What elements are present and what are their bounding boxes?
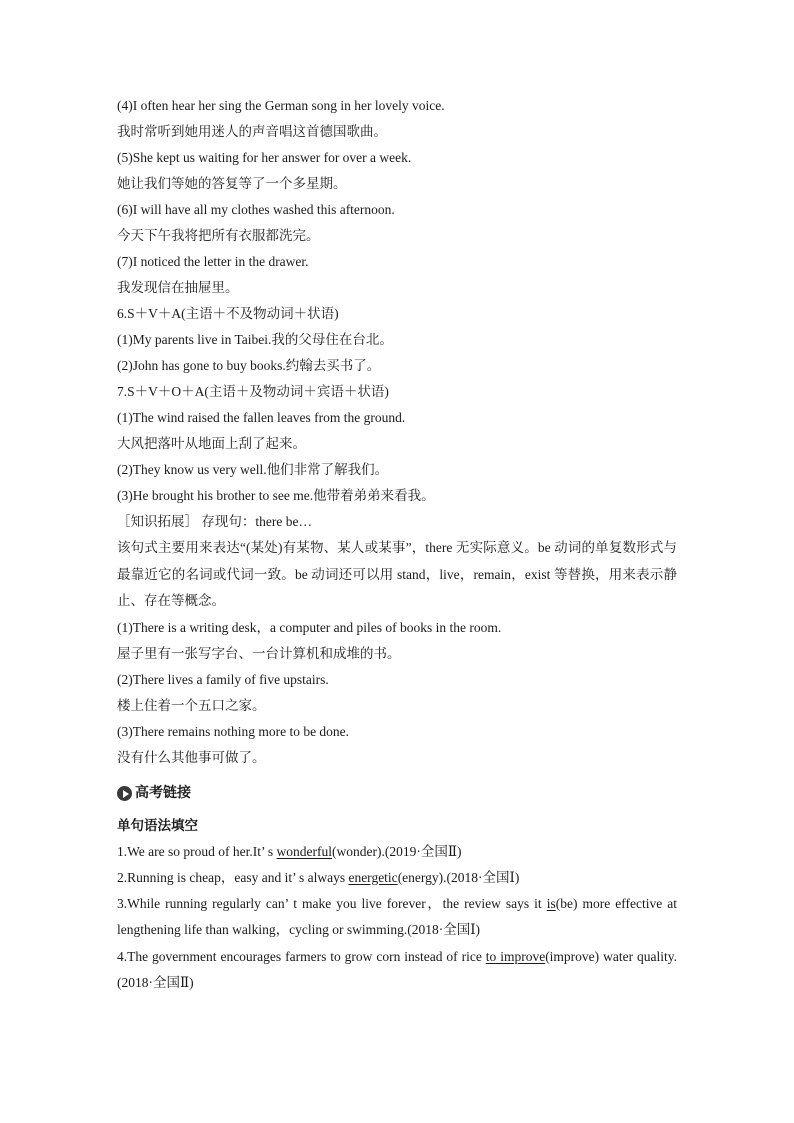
content-area [117, 93, 677, 997]
play-circle-icon [117, 786, 132, 801]
text-line: (7)I noticed the letter in the drawer. [117, 254, 309, 269]
pattern-heading: 6.S＋V＋A(主语＋不及物动词＋状语) [117, 306, 339, 321]
text-line: (6)I will have all my clothes washed this afternoon. [117, 202, 395, 217]
exercise-item: 3.While running regularly can’ t make you live forever，the review says it is(be) more effective at lengthening life than walking，cycling or swimming.(2018·全国Ⅰ) [117, 895, 677, 937]
pattern-heading: 7.S＋V＋O＋A(主语＋及物动词＋宾语＋状语) [117, 384, 389, 399]
text-line: 楼上住着一个五口之家。 [117, 697, 266, 713]
text-line: (2)There lives a family of five upstairs. [117, 671, 329, 687]
exercise-list [117, 839, 677, 997]
answer-text: wonderful [276, 843, 332, 859]
text-line: (3)He brought his brother to see me.他带着弟弟来看我。 [117, 488, 435, 503]
text-line: 我时常听到她用迷人的声音唱这首德国歌曲。 [117, 124, 387, 139]
text-line: 我发现信在抽屉里。 [117, 280, 239, 295]
text-line: (4)I often hear her sing the German song in her lovely voice. [117, 98, 445, 113]
exercise-item: 2.Running is cheap，easy and it’ s always energetic(energy).(2018·全国Ⅰ) [117, 869, 520, 885]
text-line: (1)The wind raised the fallen leaves from the ground. [117, 410, 406, 425]
text-line: (5)She kept us waiting for her answer for over a week. [117, 150, 412, 165]
text-line: (3)There remains nothing more to be done. [117, 723, 350, 739]
text-line: 没有什么其他事可做了。 [117, 749, 266, 765]
text-line: 大风把落叶从地面上刮了起来。 [117, 436, 306, 451]
text-line: (2)They know us very well.他们非常了解我们。 [117, 462, 389, 477]
exercise-subtitle: 单句语法填空 [117, 817, 198, 833]
examples-block-b [117, 615, 677, 771]
explanation-paragraph: 该句式主要用来表达“(某处)有某物、某人或某事”，there 无实际意义。be 动词的单复数形式与最靠近它的名词或代词一致。be 动词还可以用 stand，live，remain，exist 等替换，用来表示静止、存在等概念。 [117, 540, 677, 608]
exercise-item: 1.We are so proud of her.It’ s wonderful(wonder).(2019·全国Ⅱ) [117, 843, 462, 859]
knowledge-extension-heading: ［知识拓展］ 存现句：there be… [117, 514, 312, 529]
answer-text: to improve [485, 948, 546, 964]
answer-text: is [546, 895, 556, 911]
text-line: 屋子里有一张写字台、一台计算机和成堆的书。 [117, 645, 401, 661]
text-line: 今天下午我将把所有衣服都洗完。 [117, 228, 320, 243]
text-line: 她让我们等她的答复等了一个多星期。 [117, 176, 347, 191]
exercise-item: 4.The government encourages farmers to grow corn instead of rice to improve(improve) water quality.(2018·全国Ⅱ) [117, 948, 677, 990]
section-heading [117, 781, 677, 807]
examples-block-a [117, 93, 677, 535]
text-line: (1)My parents live in Taibei.我的父母住在台北。 [117, 332, 393, 347]
section-title: 高考链接 [135, 785, 191, 801]
text-line: (1)There is a writing desk，a computer and piles of books in the room. [117, 619, 502, 635]
answer-text: energetic [348, 869, 398, 885]
text-line: (2)John has gone to buy books.约翰去买书了。 [117, 358, 381, 373]
